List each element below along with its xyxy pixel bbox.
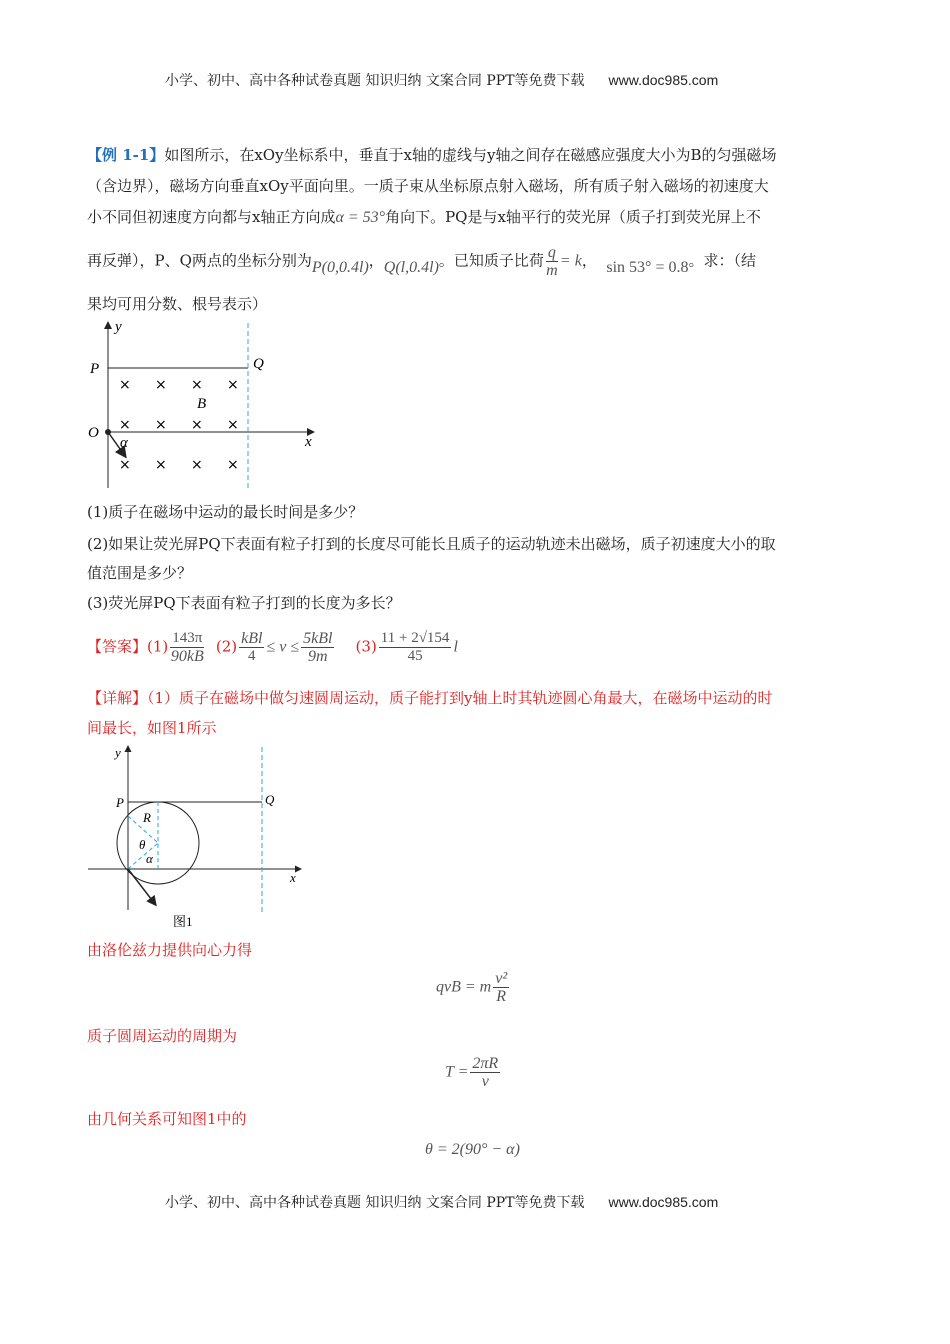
numerator: 11 + 2√154 [380, 630, 450, 646]
cross: × [155, 417, 167, 433]
text: 。已知质子比荷 [438, 251, 544, 270]
answer-2-label: (2) [215, 637, 238, 656]
cross: × [227, 457, 239, 473]
math: sin 53° = 0.8 [606, 258, 689, 276]
math: q [547, 244, 556, 261]
detail-statement-1: 由洛伦兹力提供向心力得 [87, 941, 253, 959]
denominator: 90kB [170, 648, 204, 665]
p-label: P [116, 795, 124, 810]
header-url[interactable]: www.doc985.com [608, 72, 719, 88]
answer-2-high [301, 630, 334, 665]
answer-3-label: (3) [355, 637, 377, 656]
text: 角向下。PQ是与x轴平行的荧光屏（质子打到荧光屏上不 [385, 208, 761, 226]
problem-line-4: 再反弹），P、Q两点的坐标分别为P(0,0.4l)，Q(l,0.4l)。已知质子比荷 $\frac{q}{m}$ = k， sin 53° = 0.8。求：（结 [87, 244, 756, 279]
figure-caption: 图1 [173, 914, 193, 929]
footer-url[interactable]: www.doc985.com [608, 1194, 719, 1210]
alpha-label: α [120, 435, 128, 451]
example-tag: 【例 1-1】 [87, 146, 165, 164]
text: 小不同但初速度方向都与x轴正方向成 [87, 208, 336, 226]
cross: × [191, 377, 203, 393]
inequality: ≤ v ≤ [266, 638, 300, 656]
charge-ratio [546, 244, 558, 279]
denominator: R [496, 988, 507, 1005]
answer-2-low [239, 630, 264, 665]
problem-line-2 [87, 176, 769, 196]
math: α = 53° [335, 209, 386, 226]
answer-3 [379, 630, 452, 665]
denominator: 9m [308, 648, 328, 665]
math: Q(l,0.4l) [383, 258, 439, 276]
field-crosses [119, 377, 239, 473]
math: = k [559, 252, 582, 270]
cross: × [119, 377, 131, 393]
answer-line [87, 630, 458, 665]
denominator: 45 [407, 648, 423, 664]
numerator: 143π [172, 630, 203, 646]
text: 果均可用分数、根号表示） [87, 295, 268, 313]
problem-line-5 [87, 294, 267, 314]
figure-1 [85, 742, 310, 932]
math: l [453, 638, 458, 656]
r-label: R [143, 810, 151, 825]
cross: × [191, 457, 203, 473]
equation-3: θ = 2(90° − α) [425, 1141, 520, 1158]
equation-1 [436, 970, 511, 1005]
header-text: 小学、初中、高中各种试卷真题 知识归纳 文案合同 PPT等免费下载 [165, 73, 585, 89]
question-1: (1)质子在磁场中运动的最长时间是多少？ [87, 503, 364, 521]
cross: × [119, 457, 131, 473]
cross: × [227, 377, 239, 393]
footer-text: 小学、初中、高中各种试卷真题 知识归纳 文案合同 PPT等免费下载 [165, 1195, 585, 1211]
text: 如图所示，在xOy坐标系中，垂直于x轴的虚线与y轴之间存在磁感应强度大小为B的匀强磁场 [164, 146, 777, 164]
numerator: kBl [241, 630, 263, 647]
detail-statement-3: 由几何关系可知图1中的 [87, 1110, 247, 1128]
math: qvB = m [436, 978, 492, 996]
answer-1 [170, 630, 204, 665]
detail-statement-2: 质子圆周运动的周期为 [87, 1027, 238, 1045]
denominator: 4 [248, 648, 256, 664]
problem-line-3 [87, 207, 761, 228]
text: 。求：（结 [688, 251, 756, 270]
problem-line-1 [87, 145, 777, 165]
math: T = [445, 1063, 469, 1081]
p-label: P [90, 361, 100, 377]
q-label: Q [265, 792, 275, 807]
text: （1）质子在磁场中做匀速圆周运动，质子能打到y轴上时其轨迹圆心角最大，在磁场中运动的时 [147, 689, 773, 707]
fraction [470, 1055, 500, 1090]
denominator: v [481, 1073, 489, 1090]
y-label: y [115, 319, 122, 335]
fraction [493, 970, 509, 1005]
problem-figure [85, 318, 325, 493]
y-label: y [115, 745, 121, 760]
q-label: Q [253, 356, 264, 372]
detail-tag: 【详解】 [87, 689, 148, 707]
question-2: (2)如果让荧光屏PQ下表面有粒子打到的长度尽可能长且质子的运动轨迹未出磁场，质子初速度大小的取 [87, 535, 776, 553]
page-footer [165, 1192, 718, 1212]
velocity-arrow [128, 869, 155, 904]
question-3: (3)荧光屏PQ下表面有粒子打到的长度为多长？ [87, 594, 401, 612]
text: 再反弹），P、Q两点的坐标分别为 [87, 251, 312, 270]
equation-2 [445, 1055, 502, 1090]
origin-dot [105, 429, 111, 435]
cross: × [191, 417, 203, 433]
x-label: x [290, 870, 296, 885]
x-label: x [305, 434, 312, 450]
cross: × [119, 417, 131, 433]
numerator: 5kBl [303, 630, 333, 647]
question-2-cont: 值范围是多少？ [87, 564, 193, 582]
math: m [546, 262, 558, 279]
page-header [165, 70, 718, 90]
answer-tag: 【答案】 [87, 637, 148, 656]
detail-line-1 [87, 688, 773, 708]
alpha-label: α [146, 851, 153, 866]
theta-label: θ [139, 837, 146, 852]
math: P(0,0.4l) [311, 258, 369, 276]
cross: × [155, 377, 167, 393]
b-label: B [197, 396, 207, 412]
text: （含边界），磁场方向垂直xOy平面向里。一质子束从坐标原点射入磁场，所有质子射入磁场的初速度大 [87, 177, 769, 195]
numerator: 2πR [472, 1055, 499, 1072]
answer-1-label: (1) [147, 637, 169, 656]
o-label: O [88, 425, 99, 441]
cross: × [155, 457, 167, 473]
numerator: v² [495, 970, 508, 987]
cross: × [227, 417, 239, 433]
detail-line-2: 间最长，如图1所示 [87, 719, 217, 737]
